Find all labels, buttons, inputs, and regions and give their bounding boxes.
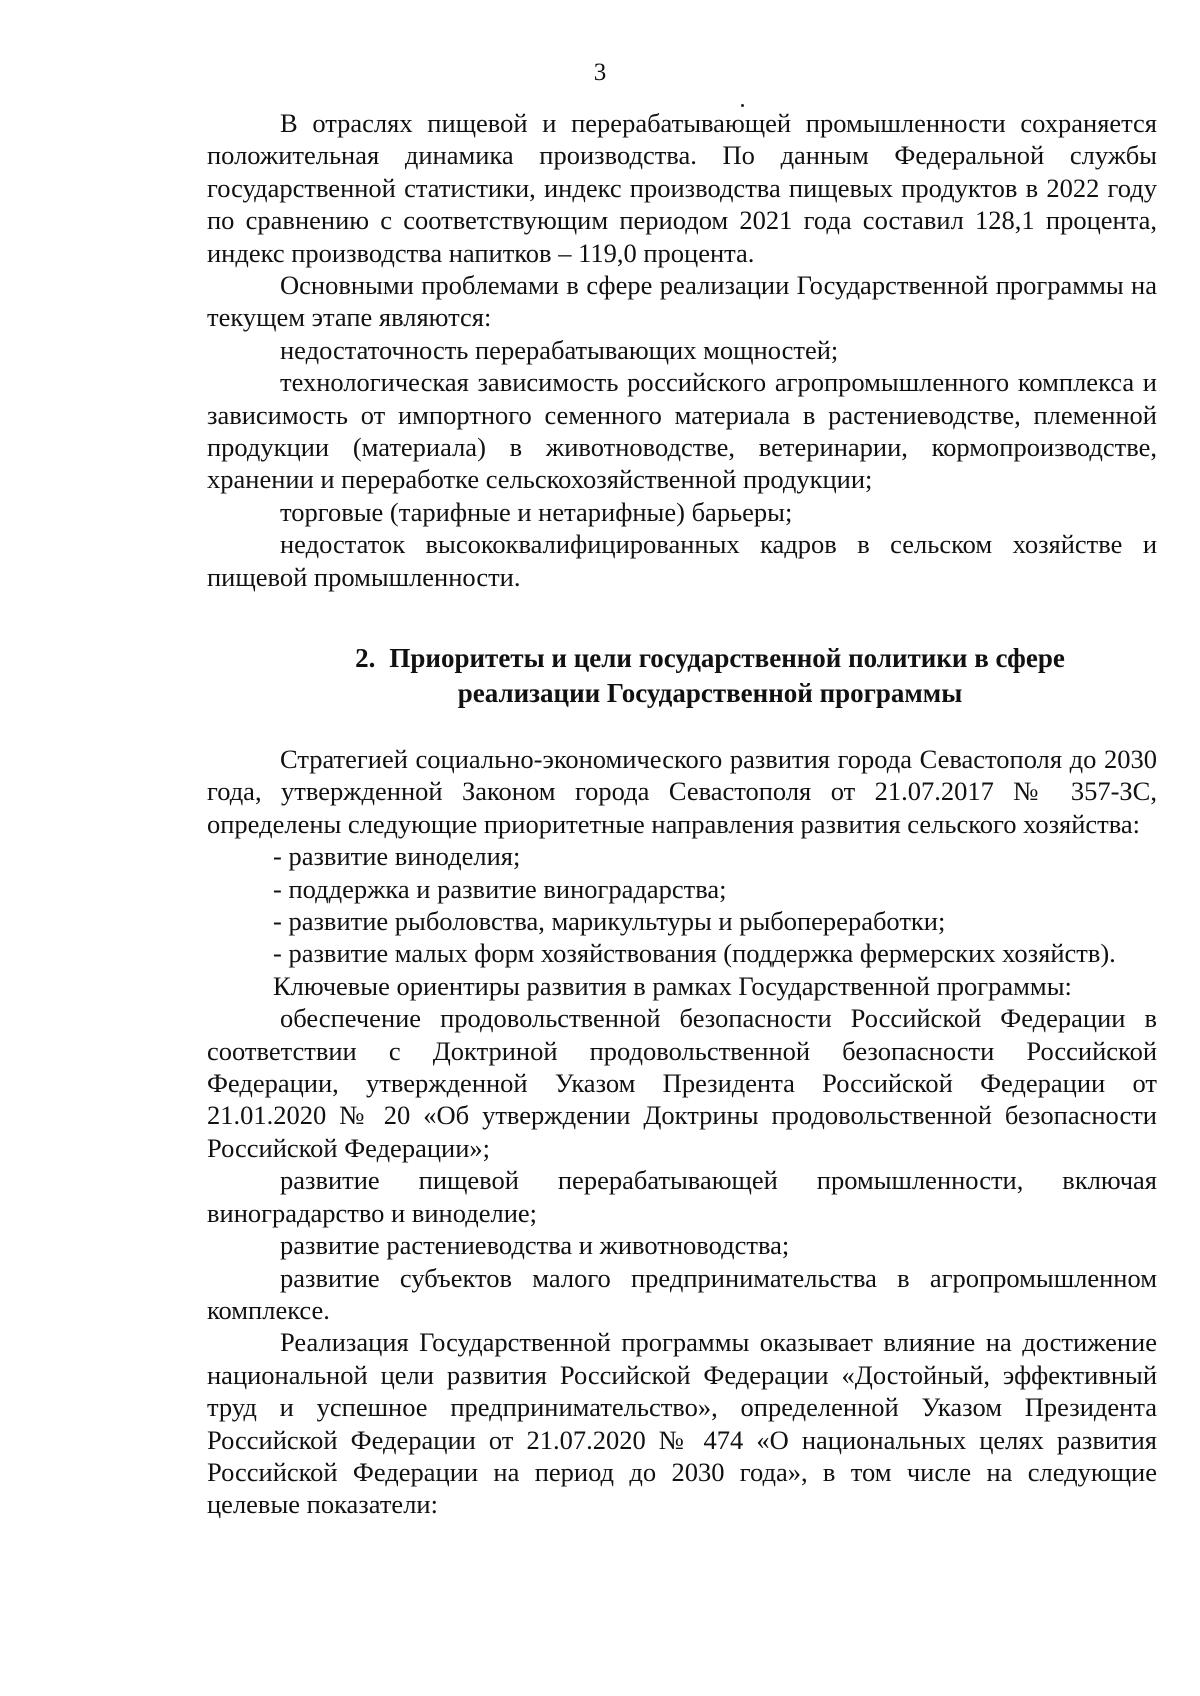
list-item: - развитие виноделия; bbox=[273, 841, 521, 872]
page-number: 3 bbox=[593, 59, 607, 86]
list-item: обеспечение продовольственной безопасности Российской Федерации в соответствии с Доктриной продовольственной безопасности Российской Федерации, утвержденной Указом Президента Российской Федерации от 21.01.2020 № 20 «Об утверждении Доктрины продовольственной безопасности Российской Федерации»; bbox=[207, 1003, 1157, 1163]
paragraph: Стратегией социально-экономического развития города Севастополя до 2030 года, утвержденной Законом города Севастополя от 21.07.2017 № 357-ЗС, определены следующие приоритетные направления развития сельского хозяйства: bbox=[207, 744, 1157, 839]
section-heading-line-1: 2. Приоритеты и цели государственной политики в сфере bbox=[355, 643, 1065, 673]
paragraph: Реализация Государственной программы оказывает влияние на достижение национальной цели развития Российской Федерации «Достойный, эффективный труд и успешное предпринимательство», определенной Указом Президента Российской Федерации от 21.07.2020 № 474 «О национальных целях развития Российской Федерации на период до 2030 года», в том числе на следующие целевые показатели: bbox=[207, 1327, 1157, 1520]
paragraph: В отраслях пищевой и перерабатывающей промышленности сохраняется положительная динамика производства. По данным Федеральной службы государственной статистики, индекс производства пищевых продуктов в 2022 году по сравнению с соответствующим периодом 2021 года составил 128,1 процента, индекс производства напитков – 119,0 процента. bbox=[207, 108, 1157, 268]
intro-text-block bbox=[207, 107, 1157, 593]
list-item: технологическая зависимость российского агропромышленного комплекса и зависимость от импортного семенного материала в растениеводстве, племенной продукции (материала) в животноводстве, ветеринарии, кормопроизводстве, хранении и переработке сельскохозяйственной продукции; bbox=[207, 367, 1157, 495]
paragraph: Основными проблемами в сфере реализации Государственной программы на текущем этапе являются: bbox=[207, 270, 1157, 333]
section-heading bbox=[300, 641, 1120, 711]
section-heading-line-2: реализации Государственной программы bbox=[457, 678, 963, 708]
section-number: 2. bbox=[355, 643, 376, 673]
section-2-text-block bbox=[207, 743, 1157, 1521]
list-item: недостаточность перерабатывающих мощностей; bbox=[280, 334, 839, 365]
list-item: развитие растениеводства и животноводства; bbox=[280, 1230, 790, 1261]
list-item: торговые (тарифные и нетарифные) барьеры; bbox=[280, 496, 793, 527]
list-item: недостаток высококвалифицированных кадров в сельском хозяйстве и пищевой промышленности. bbox=[207, 529, 1157, 592]
paragraph: Ключевые ориентиры развития в рамках Государственной программы: bbox=[273, 970, 1072, 1001]
list-item: - поддержка и развитие виноградарства; bbox=[273, 873, 727, 904]
list-item: развитие пищевой перерабатывающей промышленности, включая виноградарство и виноделие; bbox=[207, 1165, 1157, 1228]
list-item: - развитие малых форм хозяйствования (поддержка фермерских хозяйств). bbox=[273, 938, 1116, 969]
list-item: развитие субъектов малого предпринимательства в агропромышленном комплексе. bbox=[207, 1262, 1157, 1325]
list-item: - развитие рыболовства, марикультуры и рыбопереработки; bbox=[273, 906, 946, 937]
